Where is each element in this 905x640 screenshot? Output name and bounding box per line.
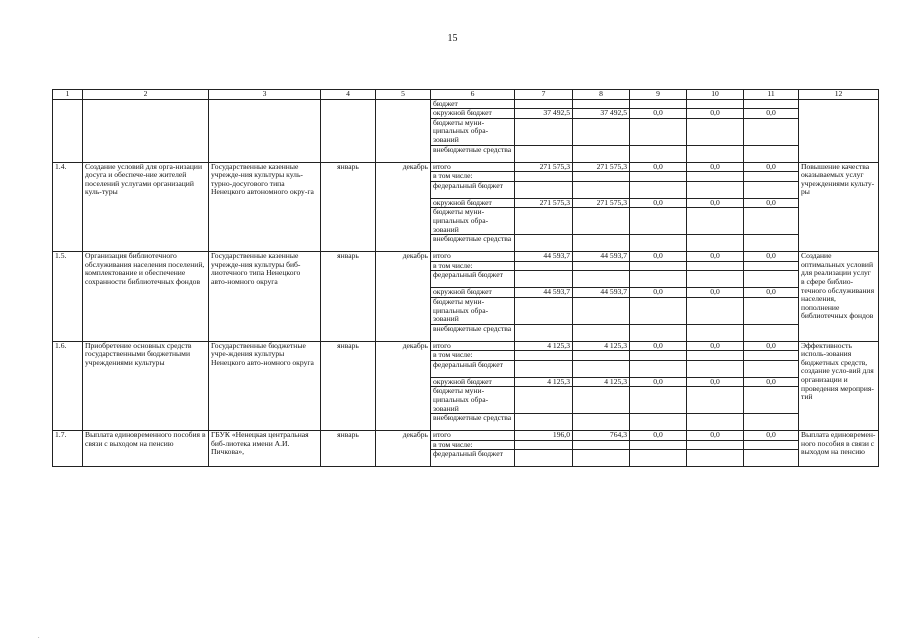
result-cell: Выплата единовремен-ного пособия в связи с выходом на пенсию <box>799 431 879 467</box>
end-cell: декабрь <box>376 252 431 342</box>
funding-source-cell: итого <box>431 431 515 441</box>
value-cell-v8: 44 593,7 <box>573 252 630 262</box>
value-cell-v9 <box>630 450 687 467</box>
header-cell: 9 <box>630 90 687 100</box>
funding-source-cell: бюджеты муни-ципальных обра-зований <box>431 208 515 235</box>
table-row <box>53 431 879 441</box>
funding-source-cell: федеральный бюджет <box>431 450 515 467</box>
end-cell <box>376 99 431 162</box>
value-cell-v8: 4 125,3 <box>573 377 630 387</box>
value-cell-v7 <box>515 414 573 431</box>
value-cell-v9: 0,0 <box>630 162 687 172</box>
value-cell-v7 <box>515 324 573 341</box>
value-cell-v11: 0,0 <box>744 288 799 298</box>
header-row <box>53 90 879 100</box>
value-cell-v11: 0,0 <box>744 377 799 387</box>
value-cell-v9 <box>630 271 687 288</box>
value-cell-v11: 0,0 <box>744 198 799 208</box>
value-cell-v7 <box>515 99 573 109</box>
value-cell-v10: 0,0 <box>687 431 744 441</box>
value-cell-v8: 44 593,7 <box>573 288 630 298</box>
funding-source-cell: бюджеты муни-ципальных обра-зований <box>431 118 515 145</box>
funding-source-cell: внебюджетные средства <box>431 235 515 252</box>
margin-mark: . <box>38 634 40 640</box>
funding-source-cell: в том числе: <box>431 351 515 361</box>
value-cell-v7 <box>515 440 573 450</box>
value-cell-v11 <box>744 99 799 109</box>
funding-source-cell: в том числе: <box>431 261 515 271</box>
header-cell: 5 <box>376 90 431 100</box>
value-cell-v10: 0,0 <box>687 288 744 298</box>
budget-table <box>52 89 879 467</box>
value-cell-v9 <box>630 324 687 341</box>
start-cell <box>321 99 376 162</box>
item-number-cell <box>53 99 83 162</box>
value-cell-v11: 0,0 <box>744 341 799 351</box>
value-cell-v7 <box>515 261 573 271</box>
value-cell-v8 <box>573 351 630 361</box>
value-cell-v10: 0,0 <box>687 109 744 119</box>
funding-source-cell: бюджеты муни-ципальных обра-зований <box>431 387 515 414</box>
value-cell-v10 <box>687 208 744 235</box>
value-cell-v8 <box>573 118 630 145</box>
funding-source-cell: федеральный бюджет <box>431 181 515 198</box>
value-cell-v7: 37 492,5 <box>515 109 573 119</box>
value-cell-v10 <box>687 324 744 341</box>
value-cell-v11 <box>744 324 799 341</box>
value-cell-v8 <box>573 99 630 109</box>
value-cell-v9 <box>630 351 687 361</box>
funding-source-cell: окружной бюджет <box>431 198 515 208</box>
value-cell-v11: 0,0 <box>744 431 799 441</box>
funding-source-cell: внебюджетные средства <box>431 414 515 431</box>
value-cell-v9 <box>630 440 687 450</box>
value-cell-v9 <box>630 145 687 162</box>
value-cell-v10 <box>687 181 744 198</box>
value-cell-v9 <box>630 99 687 109</box>
header-cell: 7 <box>515 90 573 100</box>
start-cell: январь <box>321 341 376 431</box>
funding-source-cell: бюджет <box>431 99 515 109</box>
funding-source-cell: внебюджетные средства <box>431 145 515 162</box>
value-cell-v7: 4 125,3 <box>515 341 573 351</box>
value-cell-v10 <box>687 360 744 377</box>
result-cell: Повышение качества оказываемых услуг учреждениями культу-ры <box>799 162 879 252</box>
value-cell-v11 <box>744 387 799 414</box>
value-cell-v9 <box>630 261 687 271</box>
table-row <box>53 252 879 262</box>
value-cell-v10 <box>687 351 744 361</box>
value-cell-v10: 0,0 <box>687 162 744 172</box>
value-cell-v7 <box>515 172 573 182</box>
value-cell-v9: 0,0 <box>630 431 687 441</box>
value-cell-v7: 44 593,7 <box>515 288 573 298</box>
start-cell: январь <box>321 431 376 467</box>
value-cell-v7 <box>515 297 573 324</box>
value-cell-v9 <box>630 181 687 198</box>
value-cell-v11 <box>744 271 799 288</box>
result-cell <box>799 99 879 162</box>
value-cell-v10 <box>687 118 744 145</box>
item-number-cell: 1.4. <box>53 162 83 252</box>
item-number-cell: 1.7. <box>53 431 83 467</box>
result-cell: Создание оптимальных условий для реализации услуг в сфере библио-течного обслуживания населения, пополнение библиотечных фондов <box>799 252 879 342</box>
value-cell-v9: 0,0 <box>630 341 687 351</box>
value-cell-v9: 0,0 <box>630 252 687 262</box>
value-cell-v11 <box>744 261 799 271</box>
value-cell-v7: 44 593,7 <box>515 252 573 262</box>
executor-cell <box>209 99 321 162</box>
value-cell-v8: 764,3 <box>573 431 630 441</box>
value-cell-v8 <box>573 297 630 324</box>
value-cell-v7: 271 575,3 <box>515 162 573 172</box>
end-cell: декабрь <box>376 431 431 467</box>
value-cell-v9 <box>630 297 687 324</box>
value-cell-v7 <box>515 271 573 288</box>
value-cell-v8 <box>573 181 630 198</box>
value-cell-v10: 0,0 <box>687 252 744 262</box>
value-cell-v11 <box>744 351 799 361</box>
value-cell-v11 <box>744 208 799 235</box>
value-cell-v10 <box>687 297 744 324</box>
item-title-cell: Организация библиотечного обслуживания населения поселений, комплектование и обеспечение сохранности библиотечных фондов <box>83 252 209 342</box>
value-cell-v7 <box>515 145 573 162</box>
funding-source-cell: в том числе: <box>431 440 515 450</box>
value-cell-v7: 271 575,3 <box>515 198 573 208</box>
value-cell-v11 <box>744 360 799 377</box>
funding-source-cell: окружной бюджет <box>431 288 515 298</box>
value-cell-v9 <box>630 208 687 235</box>
value-cell-v8 <box>573 440 630 450</box>
value-cell-v10 <box>687 450 744 467</box>
value-cell-v7: 196,0 <box>515 431 573 441</box>
item-number-cell: 1.5. <box>53 252 83 342</box>
executor-cell: ГБУК «Ненецкая центральная биб-лиотека имени А.И. Пичкова», <box>209 431 321 467</box>
item-number-cell: 1.6. <box>53 341 83 431</box>
table-row <box>53 341 879 351</box>
value-cell-v9 <box>630 414 687 431</box>
header-cell: 3 <box>209 90 321 100</box>
header-cell: 8 <box>573 90 630 100</box>
value-cell-v10: 0,0 <box>687 198 744 208</box>
header-cell: 2 <box>83 90 209 100</box>
value-cell-v8 <box>573 145 630 162</box>
value-cell-v11 <box>744 145 799 162</box>
funding-source-cell: итого <box>431 341 515 351</box>
header-cell: 1 <box>53 90 83 100</box>
header-cell: 6 <box>431 90 515 100</box>
value-cell-v9 <box>630 172 687 182</box>
value-cell-v8 <box>573 172 630 182</box>
value-cell-v11 <box>744 172 799 182</box>
value-cell-v8: 271 575,3 <box>573 198 630 208</box>
value-cell-v10 <box>687 440 744 450</box>
value-cell-v11: 0,0 <box>744 162 799 172</box>
table-body <box>53 90 879 467</box>
value-cell-v8 <box>573 387 630 414</box>
funding-source-cell: федеральный бюджет <box>431 360 515 377</box>
value-cell-v9 <box>630 360 687 377</box>
value-cell-v10 <box>687 271 744 288</box>
start-cell: январь <box>321 252 376 342</box>
value-cell-v11 <box>744 450 799 467</box>
value-cell-v8: 4 125,3 <box>573 341 630 351</box>
value-cell-v7 <box>515 387 573 414</box>
header-cell: 11 <box>744 90 799 100</box>
item-title-cell: Создание условий для орга-низации досуга и обеспече-ние жителей поселений услугами организаций куль-туры <box>83 162 209 252</box>
value-cell-v7 <box>515 118 573 145</box>
value-cell-v9 <box>630 118 687 145</box>
value-cell-v7 <box>515 360 573 377</box>
end-cell: декабрь <box>376 341 431 431</box>
funding-source-cell: бюджеты муни-ципальных обра-зований <box>431 297 515 324</box>
value-cell-v9 <box>630 235 687 252</box>
value-cell-v10 <box>687 99 744 109</box>
value-cell-v7 <box>515 181 573 198</box>
page-number: 15 <box>447 33 458 44</box>
value-cell-v8 <box>573 360 630 377</box>
value-cell-v10 <box>687 145 744 162</box>
value-cell-v11 <box>744 118 799 145</box>
value-cell-v10 <box>687 414 744 431</box>
value-cell-v7 <box>515 208 573 235</box>
value-cell-v9: 0,0 <box>630 109 687 119</box>
value-cell-v8 <box>573 324 630 341</box>
header-cell: 10 <box>687 90 744 100</box>
value-cell-v10 <box>687 387 744 414</box>
funding-source-cell: окружной бюджет <box>431 377 515 387</box>
funding-source-cell: внебюджетные средства <box>431 324 515 341</box>
executor-cell: Государственные бюджетные учре-ждения культуры Ненецкого авто-номного округа <box>209 341 321 431</box>
funding-source-cell: окружной бюджет <box>431 109 515 119</box>
value-cell-v10 <box>687 235 744 252</box>
funding-source-cell: итого <box>431 252 515 262</box>
value-cell-v7 <box>515 450 573 467</box>
funding-source-cell: итого <box>431 162 515 172</box>
item-title-cell: Приобретение основных средств государственными бюджетными учреждениями культуры <box>83 341 209 431</box>
item-title-cell: Выплата единовременного пособия в связи с выходом на пенсию <box>83 431 209 467</box>
start-cell: январь <box>321 162 376 252</box>
value-cell-v11 <box>744 181 799 198</box>
value-cell-v11 <box>744 414 799 431</box>
value-cell-v9 <box>630 387 687 414</box>
value-cell-v7 <box>515 235 573 252</box>
executor-cell: Государственные казенные учрежде-ния культуры куль-турно-досугового типа Ненецкого автономного окру-га <box>209 162 321 252</box>
value-cell-v10 <box>687 172 744 182</box>
value-cell-v8: 271 575,3 <box>573 162 630 172</box>
value-cell-v11 <box>744 440 799 450</box>
end-cell: декабрь <box>376 162 431 252</box>
item-title-cell <box>83 99 209 162</box>
value-cell-v9: 0,0 <box>630 288 687 298</box>
value-cell-v11: 0,0 <box>744 252 799 262</box>
executor-cell: Государственные казенные учрежде-ния культуры биб-лиотечного типа Ненецкого авто-номного округа <box>209 252 321 342</box>
header-cell: 4 <box>321 90 376 100</box>
value-cell-v8 <box>573 414 630 431</box>
value-cell-v10: 0,0 <box>687 377 744 387</box>
table-row <box>53 99 879 109</box>
header-cell: 12 <box>799 90 879 100</box>
value-cell-v8 <box>573 271 630 288</box>
result-cell: Эффективность исполь-зования бюджетных средств, создание усло-вий для организации и проведения мероприя-тий <box>799 341 879 431</box>
value-cell-v7: 4 125,3 <box>515 377 573 387</box>
funding-source-cell: федеральный бюджет <box>431 271 515 288</box>
value-cell-v9: 0,0 <box>630 377 687 387</box>
value-cell-v8: 37 492,5 <box>573 109 630 119</box>
value-cell-v11 <box>744 297 799 324</box>
value-cell-v9: 0,0 <box>630 198 687 208</box>
value-cell-v8 <box>573 208 630 235</box>
value-cell-v10: 0,0 <box>687 341 744 351</box>
value-cell-v8 <box>573 261 630 271</box>
value-cell-v10 <box>687 261 744 271</box>
value-cell-v8 <box>573 450 630 467</box>
value-cell-v11: 0,0 <box>744 109 799 119</box>
value-cell-v11 <box>744 235 799 252</box>
value-cell-v8 <box>573 235 630 252</box>
funding-source-cell: в том числе: <box>431 172 515 182</box>
value-cell-v7 <box>515 351 573 361</box>
table-row <box>53 162 879 172</box>
